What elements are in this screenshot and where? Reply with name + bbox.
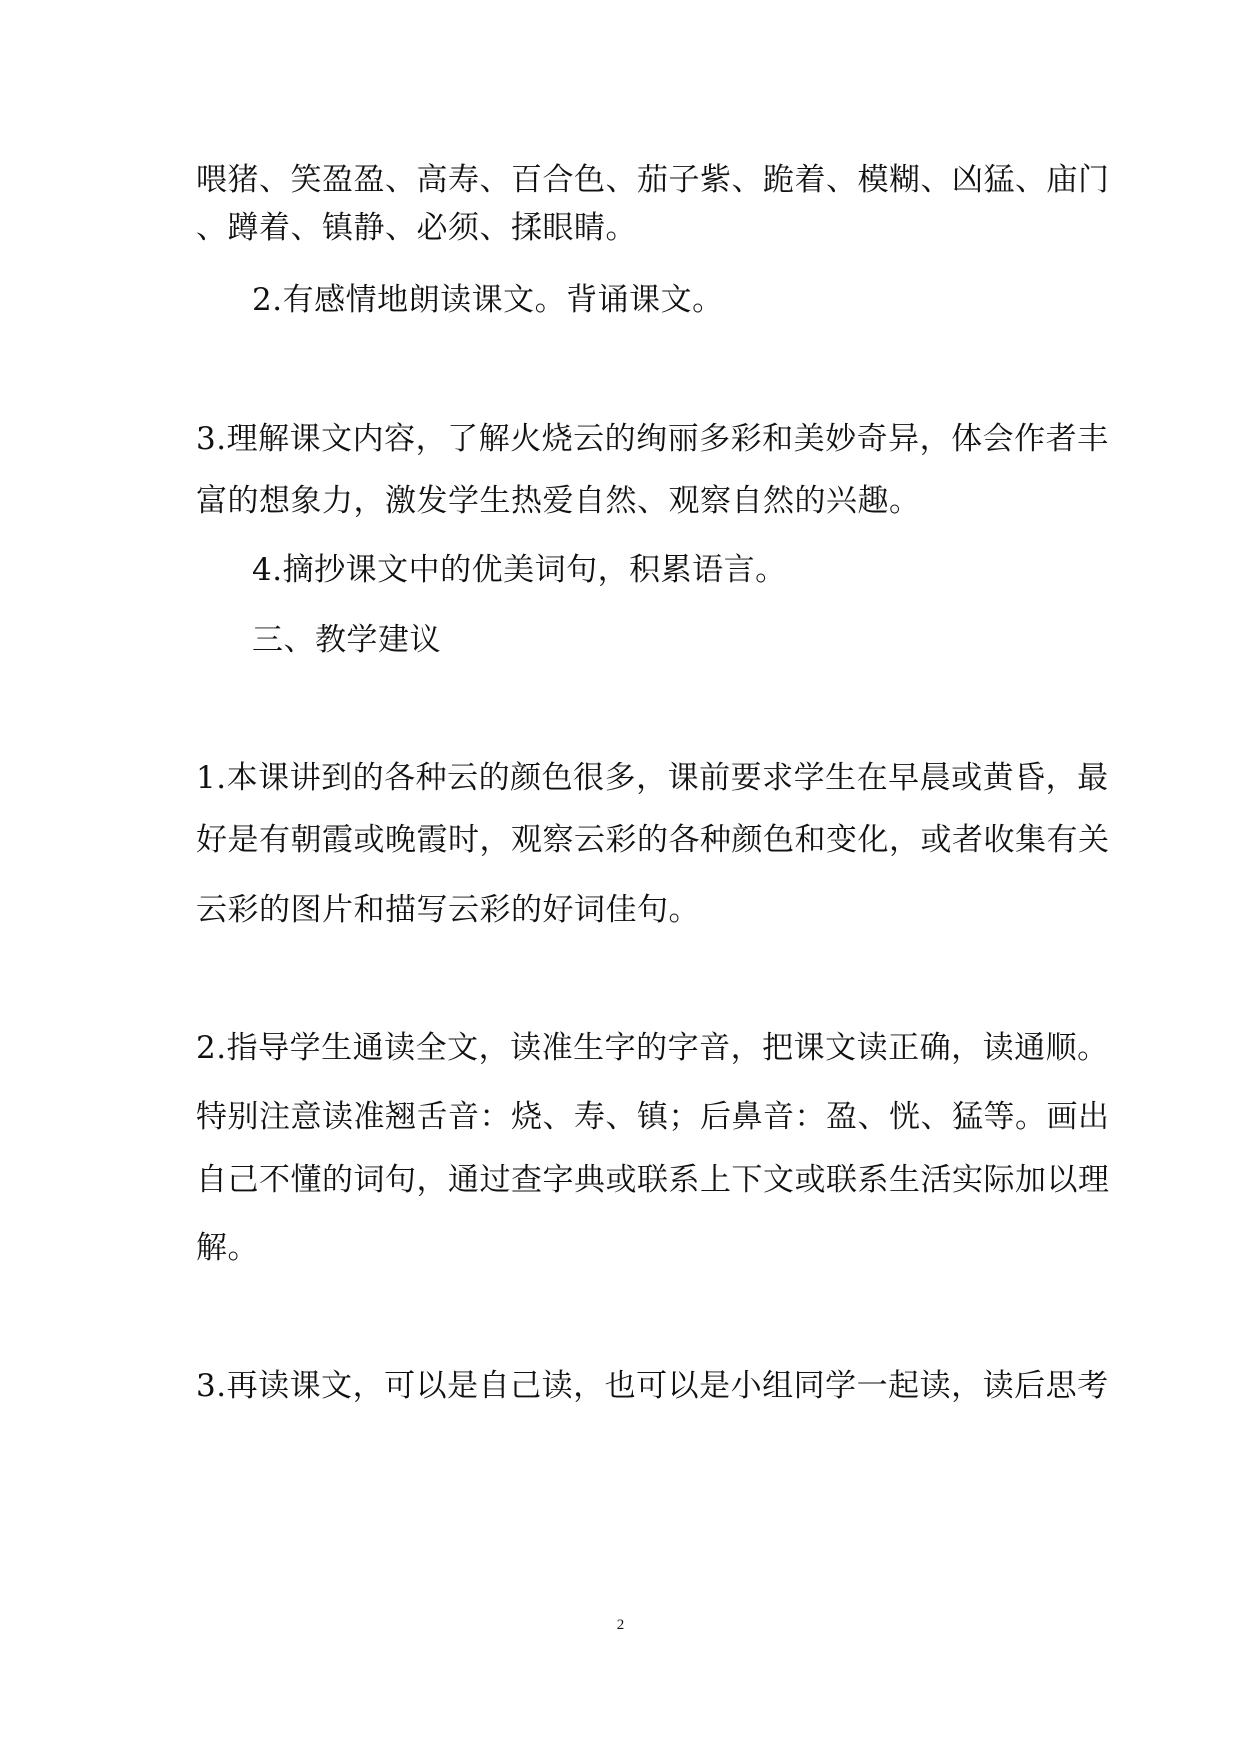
text-line: 1.本课讲到的各种云的颜色很多，课前要求学生在早晨或黄昏，最 (196, 760, 1109, 796)
text-line: 、蹲着、镇静、必须、揉眼睛。 (196, 210, 637, 246)
text-line: 2.指导学生通读全文，读准生字的字音，把课文读正确，读通顺。 (196, 1030, 1109, 1066)
page-number: 2 (616, 1617, 625, 1633)
text-line: 3.理解课文内容，了解火烧云的绚丽多彩和美妙奇异，体会作者丰 (196, 421, 1109, 457)
section-heading: 三、教学建议 (252, 622, 441, 658)
text-line: 喂猪、笑盈盈、高寿、百合色、茄子紫、跪着、模糊、凶猛、庙门 (196, 162, 1110, 198)
text-line: 2.有感情地朗读课文。背诵课文。 (252, 282, 724, 318)
text-line: 特别注意读准翘舌音：烧、寿、镇；后鼻音：盈、恍、猛等。画出 (196, 1099, 1110, 1135)
text-line: 解。 (196, 1230, 259, 1266)
text-line: 好是有朝霞或晚霞时，观察云彩的各种颜色和变化，或者收集有关 (196, 822, 1110, 858)
text-line: 富的想象力，激发学生热爱自然、观察自然的兴趣。 (196, 483, 921, 519)
text-line: 3.再读课文，可以是自己读，也可以是小组同学一起读，读后思考 (196, 1368, 1109, 1404)
text-line: 云彩的图片和描写云彩的好词佳句。 (196, 892, 700, 928)
text-line: 4.摘抄课文中的优美词句，积累语言。 (252, 552, 787, 588)
text-line: 自己不懂的词句，通过查字典或联系上下文或联系生活实际加以理 (196, 1162, 1110, 1198)
